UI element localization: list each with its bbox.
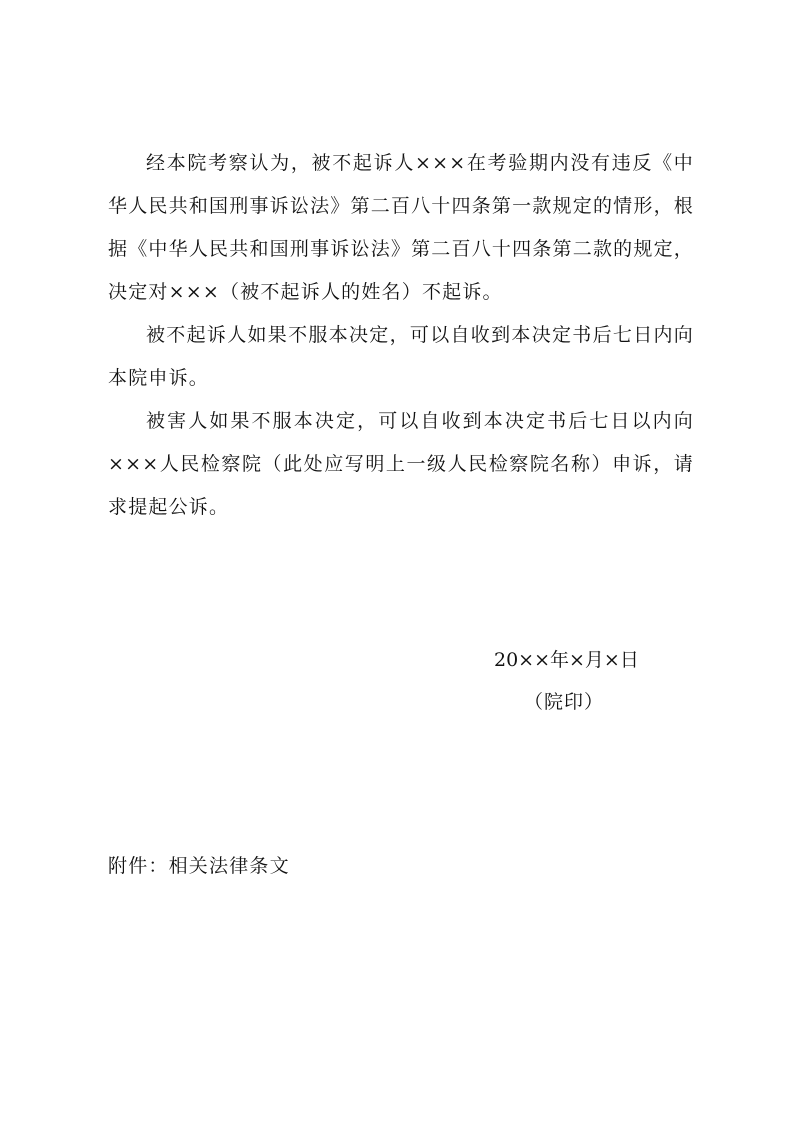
document-body — [108, 142, 694, 529]
paragraph-appeal-right-accused: 被不起诉人如果不服本决定，可以自收到本决定书后七日内向本院申诉。 — [108, 324, 694, 389]
paragraph-decision: 经本院考察认为，被不起诉人×××在考验期内没有违反《中华人民共和国刑事诉讼法》第二百八十四条第一款规定的情形，根据《中华人民共和国刑事诉讼法》第二百八十四条第二款的规定，决定对×××（被不起诉人的姓名）不起诉。 — [108, 152, 694, 303]
paragraph-appeal-right-victim: 被害人如果不服本决定，可以自收到本决定书后七日以内向×××人民检察院（此处应写明上一级人民检察院名称）申诉，请求提起公诉。 — [108, 410, 694, 518]
attachment-note: 附件：相关法律条文 — [108, 855, 290, 877]
seal-placeholder: （院印） — [524, 691, 605, 713]
document-date: 20××年×月×日 — [494, 649, 639, 671]
